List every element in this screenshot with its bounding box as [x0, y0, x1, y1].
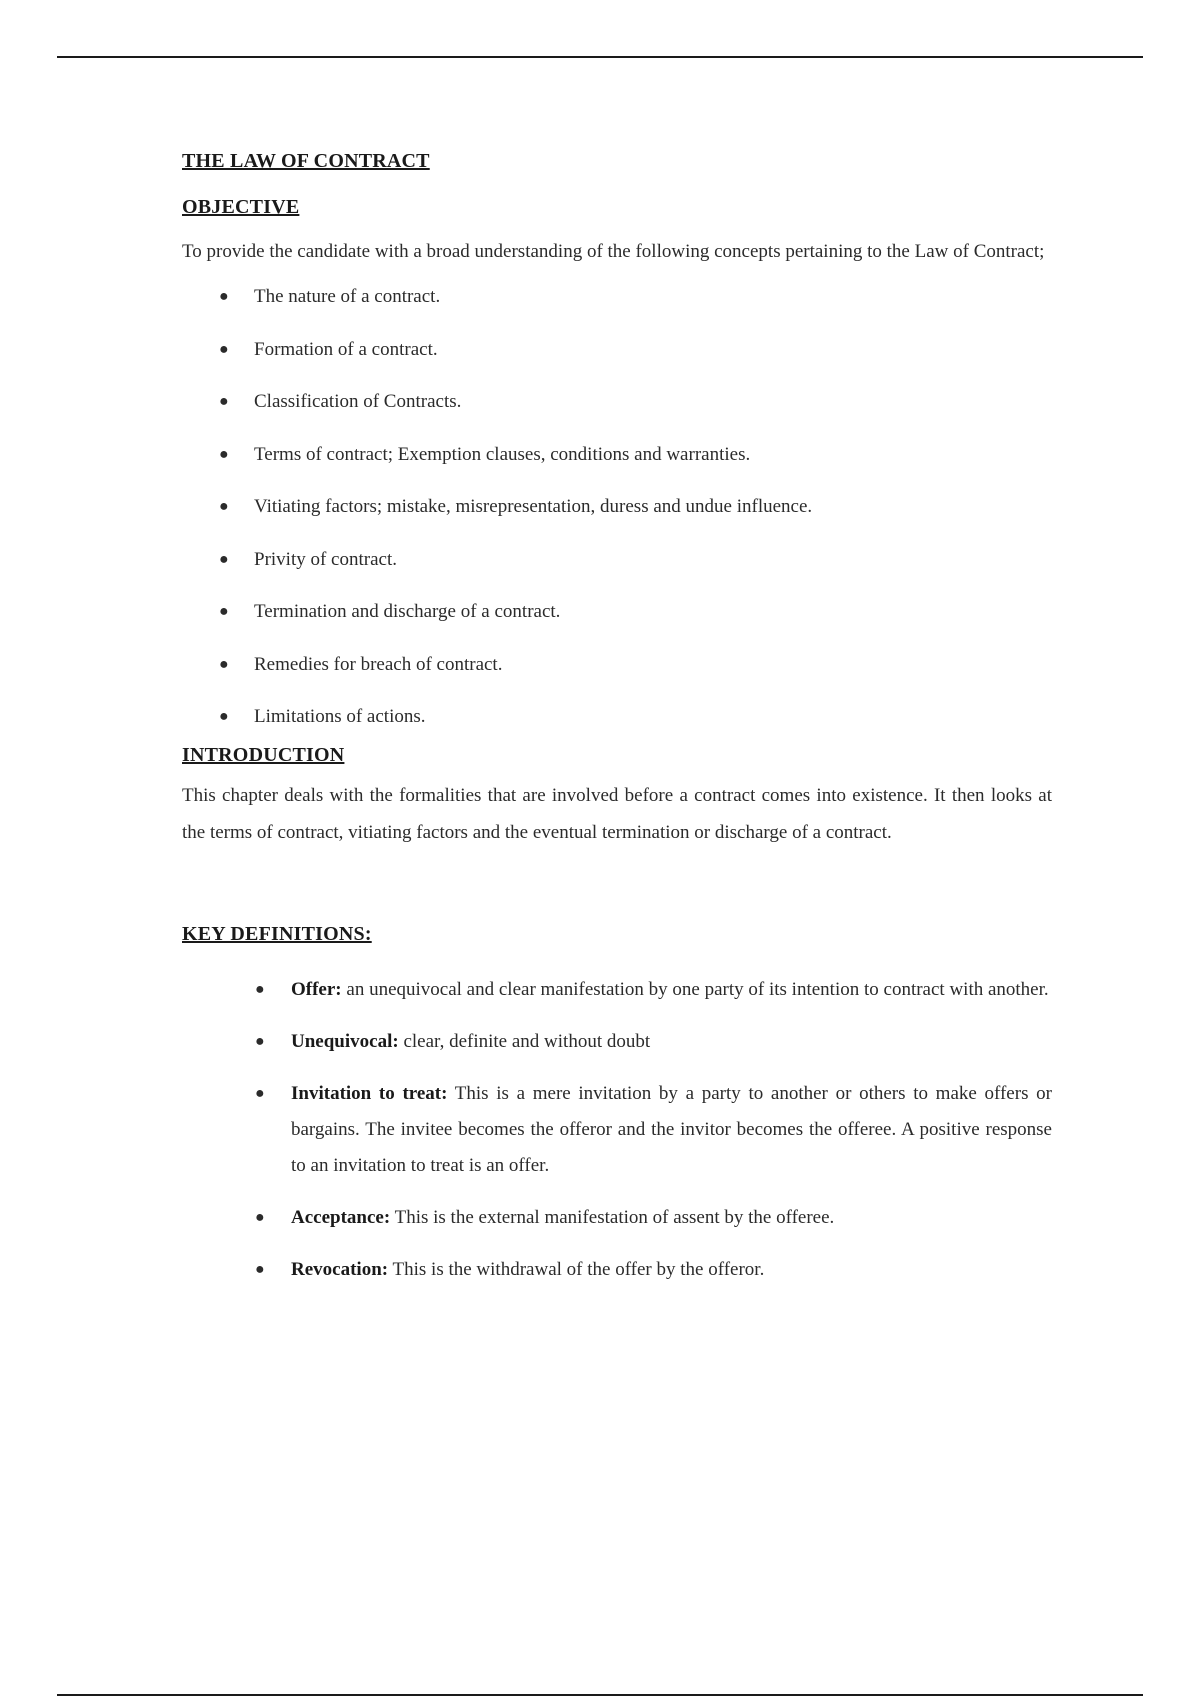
- bullet-icon: ●: [219, 498, 229, 515]
- introduction-text: This chapter deals with the formalities that are involved before a contract comes into existence. It then looks at the terms of contract, vitiating factors and the eventual termination or discharge of a contract.: [182, 785, 1052, 843]
- list-item: ● The nature of a contract.: [182, 284, 1052, 310]
- definitions-list: [182, 972, 1052, 1288]
- list-item: ● Formation of a contract.: [182, 337, 1052, 363]
- bullet-icon: ●: [255, 981, 265, 998]
- introduction-heading: INTRODUCTION: [182, 744, 345, 766]
- definition-text: This is the external manifestation of assent by the offeree.: [394, 1207, 835, 1228]
- bullet-icon: ●: [219, 445, 229, 463]
- list-item: ● Privity of contract.: [182, 547, 1052, 573]
- list-item: ● Termination and discharge of a contract.: [182, 599, 1052, 625]
- key-definitions-heading: KEY DEFINITIONS:: [182, 923, 372, 945]
- definition-item: [182, 1200, 1052, 1236]
- definition-text: This is a mere invitation by a party to another or others to make offers or bargains. The invitee becomes the offeror and the invitor becomes the offeree. A positive response to an invitation to treat is an offer.: [291, 1083, 1052, 1176]
- bullet-icon: ●: [219, 603, 229, 620]
- definition-term: Invitation to treat:: [291, 1083, 448, 1104]
- document-body: [182, 150, 1052, 1304]
- definition-term: Offer:: [291, 979, 342, 1000]
- bullet-icon: ●: [219, 655, 229, 673]
- list-item: ● Vitiating factors; mistake, misrepresentation, duress and undue influence.: [182, 494, 1052, 520]
- definition-item: [182, 1076, 1052, 1184]
- definition-text: This is the withdrawal of the offer by the offeror.: [392, 1259, 765, 1280]
- list-item: ● Terms of contract; Exemption clauses, conditions and warranties.: [182, 442, 1052, 468]
- definition-item: [182, 1024, 1052, 1060]
- definition-text: an unequivocal and clear manifestation by one party of its intention to contract with another.: [346, 979, 1049, 1000]
- bullet-icon: ●: [219, 550, 229, 568]
- list-item: ● Remedies for breach of contract.: [182, 652, 1052, 678]
- bullet-icon: ●: [255, 1033, 265, 1050]
- bullet-icon: ●: [219, 393, 229, 410]
- bullet-icon: ●: [255, 1209, 265, 1226]
- definition-item: [182, 972, 1052, 1008]
- bullet-icon: ●: [255, 1085, 265, 1102]
- bullet-icon: ●: [219, 288, 229, 305]
- bullet-icon: ●: [219, 708, 229, 725]
- list-item: ● Limitations of actions.: [182, 704, 1052, 730]
- definition-term: Revocation:: [291, 1259, 389, 1280]
- definition-text: clear, definite and without doubt: [403, 1031, 651, 1052]
- objective-list: [182, 284, 1052, 730]
- definition-term: Unequivocal:: [291, 1031, 399, 1052]
- footer-rule: [57, 1694, 1143, 1696]
- definition-item: [182, 1252, 1052, 1288]
- list-item: ● Classification of Contracts.: [182, 389, 1052, 415]
- header-rule: [57, 56, 1143, 58]
- bullet-icon: ●: [219, 340, 229, 358]
- definition-term: Acceptance:: [291, 1207, 391, 1228]
- objective-text: To provide the candidate with a broad understanding of the following concepts pertaining to the Law of Contract;: [182, 241, 1045, 262]
- document-title: THE LAW OF CONTRACT: [182, 150, 430, 172]
- bullet-icon: ●: [255, 1261, 265, 1278]
- objective-heading: OBJECTIVE: [182, 196, 300, 218]
